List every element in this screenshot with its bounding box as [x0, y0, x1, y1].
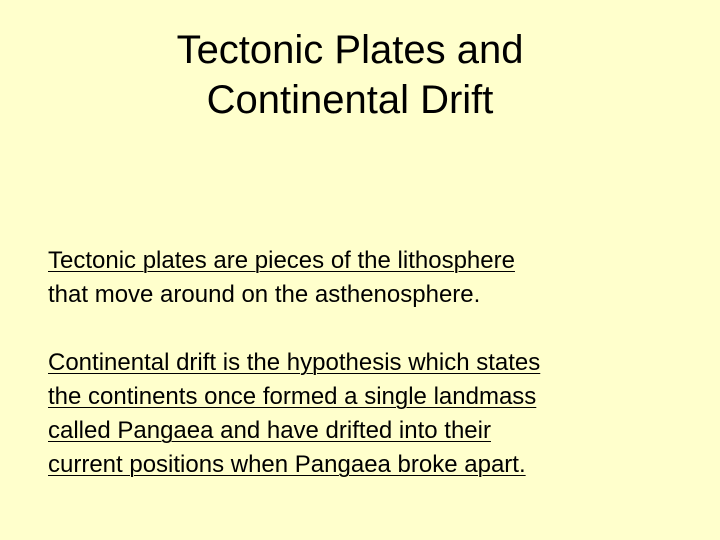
- slide-body: [48, 244, 688, 482]
- body-line: Continental drift is the hypothesis which states: [48, 349, 541, 376]
- slide-title-line: Continental Drift: [206, 78, 494, 122]
- paragraph-tectonic-plates: [48, 244, 688, 312]
- body-line: Tectonic plates are pieces of the lithosphere: [48, 247, 515, 274]
- body-line: current positions when Pangaea broke apart.: [48, 451, 526, 478]
- body-line: the continents once formed a single landmass: [48, 383, 537, 410]
- slide-title-line: Tectonic Plates and: [176, 28, 524, 72]
- body-line: that move around on the asthenosphere.: [48, 281, 481, 308]
- paragraph-continental-drift: [48, 346, 688, 482]
- slide-title: [60, 25, 640, 125]
- body-line: called Pangaea and have drifted into their: [48, 417, 491, 444]
